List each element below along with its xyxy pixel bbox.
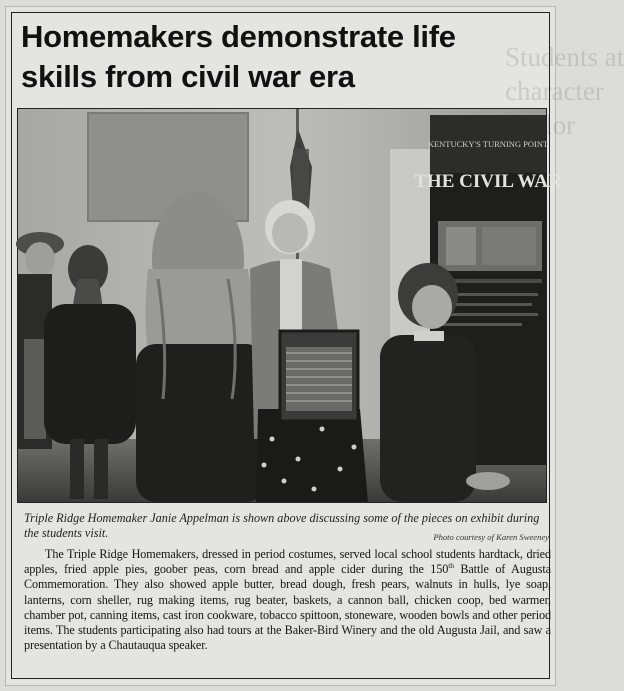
article-headline [21,17,541,97]
article-photo [17,108,562,503]
headline-line-2: skills from civil war era [21,59,355,94]
article-body [24,547,551,653]
headline-line-1: Homemakers demonstrate life [21,19,456,54]
banner-subtitle: KENTUCKY'S TURNING POINT [427,139,549,149]
body-text-part-2: Battle of Augusta Commemoration. They also showed apple butter, bread dough, fresh pears, walnuts in hulls, lye soap, lanterns, corn sheller, rug making items, rug beater, baskets, a cannon ball, chicken coop, bed warmer, chamber pot, canning items, cast iron cookware, tobacco spittoon, stoneware, wooden bowls and other period items. The students participating also had tours at the Baker-Bird Winery and the old Augusta Jail, and saw a presentation by a Chautauqua speaker. [24,562,551,653]
washboard [280,331,358,421]
ordinal-suffix: th [448,561,454,571]
photo-illustration [18,109,562,502]
banner-title: THE CIVIL WAR [414,171,562,192]
body-text-part-1: The Triple Ridge Homemakers, dressed in period costumes, served local school students hardtack, dried apples, fried apple pies, goober peas, corn bread and apple cider during the 150 [24,547,551,577]
bleed-line-1: Students at [505,42,624,72]
photo-credit: Photo courtesy of Karen Sweeney [433,532,549,542]
photo-caption: Triple Ridge Homemaker Janie Appelman is shown above discussing some of the pieces on exhibit during the students visit. [24,511,540,540]
